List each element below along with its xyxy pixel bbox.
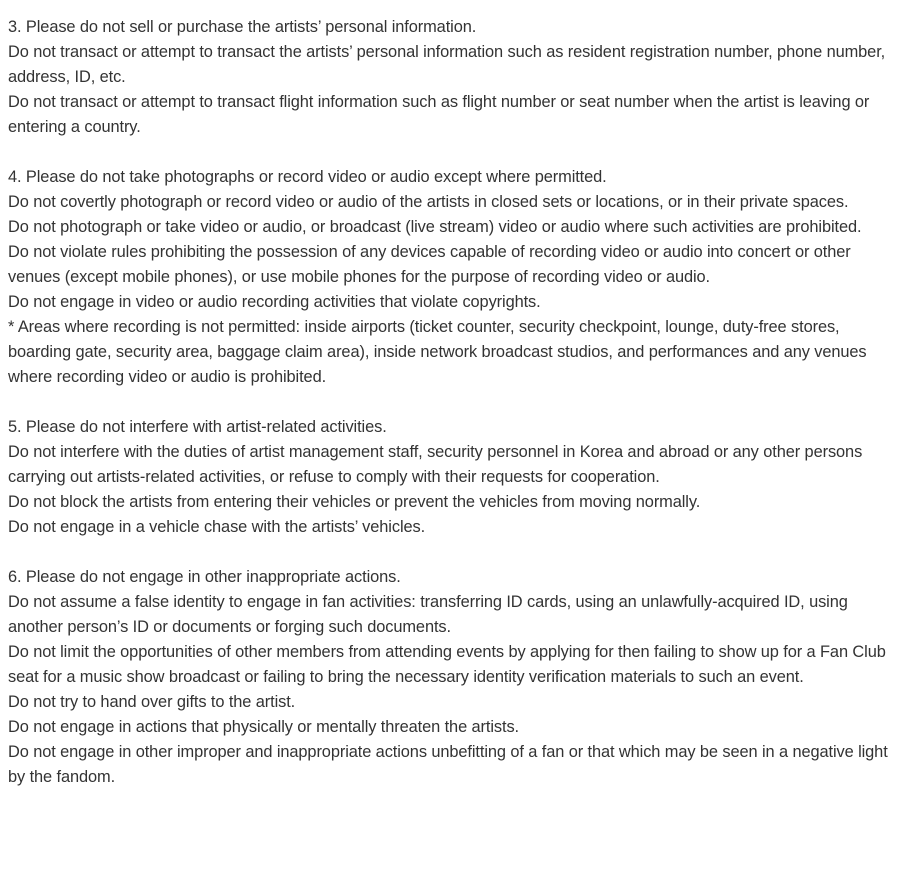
guideline-line: Do not interfere with the duties of artist management staff, security personnel in Korea and abroad or any other persons carrying out artists-related activities, or refuse to comply with their requests for cooperation. [8, 443, 863, 486]
guideline-line: Do not limit the opportunities of other members from attending events by applying for then failing to show up for a Fan Club seat for a music show broadcast or failing to bring the necessary identity verification materials to such an event. [8, 643, 886, 686]
section-5 [8, 415, 902, 540]
guideline-line: Do not engage in a vehicle chase with the artists’ vehicles. [8, 518, 426, 536]
section-4 [8, 165, 902, 390]
guidelines-document [8, 15, 902, 790]
guideline-line: Do not engage in video or audio recording activities that violate copyrights. [8, 293, 541, 311]
section-heading: 4. Please do not take photographs or record video or audio except where permitted. [8, 168, 607, 186]
guideline-line: Do not violate rules prohibiting the possession of any devices capable of recording video or audio into concert or other venues (except mobile phones), or use mobile phones for the purpose of recording video or audio. [8, 243, 851, 286]
guideline-line: Do not transact or attempt to transact flight information such as flight number or seat number when the artist is leaving or entering a country. [8, 93, 870, 136]
guideline-line: Do not transact or attempt to transact the artists’ personal information such as resident registration number, phone number, address, ID, etc. [8, 43, 886, 86]
guideline-line: Do not engage in other improper and inappropriate actions unbefitting of a fan or that which may be seen in a negative light by the fandom. [8, 743, 888, 786]
guideline-line: Do not engage in actions that physically or mentally threaten the artists. [8, 718, 520, 736]
guideline-line: Do not photograph or take video or audio, or broadcast (live stream) video or audio where such activities are prohibited. [8, 218, 862, 236]
guideline-line: Do not covertly photograph or record video or audio of the artists in closed sets or locations, or in their private spaces. [8, 193, 849, 211]
section-heading: 6. Please do not engage in other inappropriate actions. [8, 568, 401, 586]
section-heading: 5. Please do not interfere with artist-related activities. [8, 418, 387, 436]
section-3 [8, 15, 902, 140]
guideline-line: Do not assume a false identity to engage in fan activities: transferring ID cards, using an unlawfully-acquired ID, using another person’s ID or documents or forging such documents. [8, 593, 848, 636]
guideline-note: * Areas where recording is not permitted: inside airports (ticket counter, security checkpoint, lounge, duty-free stores, boarding gate, security area, baggage claim area), inside network broadcast studios, and performances and any venues where recording video or audio is prohibited. [8, 318, 867, 386]
guideline-line: Do not block the artists from entering their vehicles or prevent the vehicles from moving normally. [8, 493, 701, 511]
guideline-line: Do not try to hand over gifts to the artist. [8, 693, 296, 711]
section-heading: 3. Please do not sell or purchase the artists’ personal information. [8, 18, 477, 36]
section-6 [8, 565, 902, 790]
